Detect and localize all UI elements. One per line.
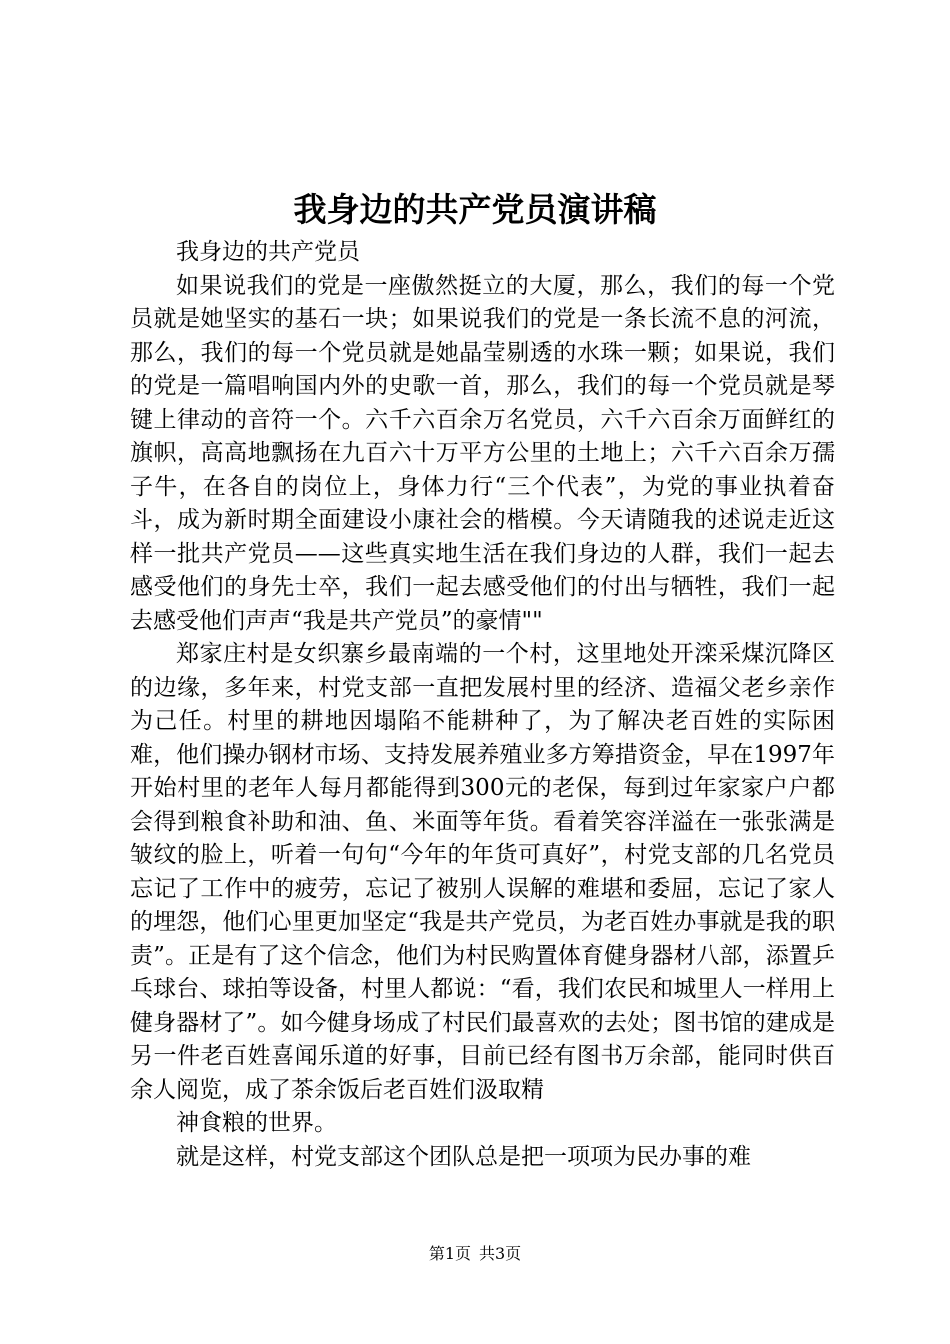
paragraph-subtitle: 我身边的共产党员: [176, 239, 360, 265]
paragraph-continuation: 神食粮的世界。: [176, 1110, 337, 1136]
page-number: 第1页: [428, 1244, 471, 1263]
paragraph-village: 郑家庄村是女织寨乡最南端的一个村，这里地处开滦采煤沉降区的边缘，多年来，村党支部一直把发展村里的经济、造福父老乡亲作为己任。村里的耕地因塌陷不能耕种了，为了解决老百姓的实际困难，他们操办钢材市场、支持发展养殖业多方筹措资金，早在1997年开始村里的老年人每月都能得到300元的老保，每到过年家家户户都会得到粮食补助和油、鱼、米面等年货。看着笑容洋溢在一张张满是皱纹的脸上，听着一句句“今年的年货可真好”，村党支部的几名党员忘记了工作中的疲劳，忘记了被别人误解的难堪和委屈，忘记了家人的埋怨，他们心里更加坚定“我是共产党员，为老百姓办事就是我的职责”。正是有了这个信念，他们为村民购置体育健身器材八部，添置乒乓球台、球拍等设备，村里人都说：“看，我们农民和城里人一样用上健身器材了”。如今健身场成了村民们最喜欢的去处；图书馆的建成是另一件老百姓喜闻乐道的好事，目前已经有图书万余部，能同时供百余人阅览，成了茶余饭后老百姓们汲取精: [130, 641, 835, 1103]
document-body: [130, 236, 835, 1174]
page-total: 共3页: [479, 1244, 522, 1263]
paragraph-team: 就是这样，村党支部这个团队总是把一项项为民办事的难: [176, 1143, 751, 1170]
page-footer: [0, 1243, 950, 1265]
paragraph-intro: 如果说我们的党是一座傲然挺立的大厦，那么，我们的每一个党员就是她坚实的基石一块；如果说我们的党是一条长流不息的河流，那么，我们的每一个党员就是她晶莹剔透的水珠一颗；如果说，我们的党是一篇唱响国内外的史歌一首，那么，我们的每一个党员就是琴键上律动的音符一个。六千六百余万名党员，六千六百余万面鲜红的旗帜，高高地飘扬在九百六十万平方公里的土地上；六千六百余万孺子牛，在各自的岗位上，身体力行“三个代表”，为党的事业执着奋斗，成为新时期全面建设小康社会的楷模。今天请随我的述说走近这样一批共产党员——这些真实地生活在我们身边的人群，我们一起去感受他们的身先士卒，我们一起去感受他们的付出与牺牲，我们一起去感受他们声声“我是共产党员”的豪情"": [130, 272, 835, 634]
document-title: 我身边的共产党员演讲稿: [293, 190, 657, 229]
